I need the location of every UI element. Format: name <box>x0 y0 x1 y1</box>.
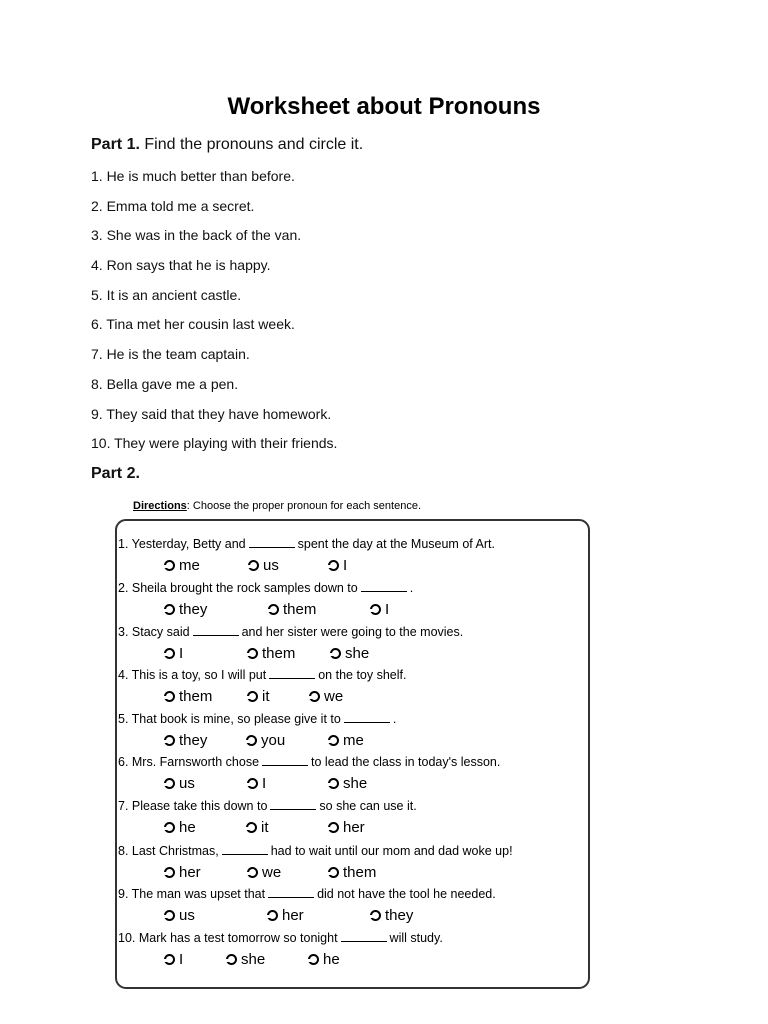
answer-option[interactable] <box>247 775 266 792</box>
answer-option[interactable] <box>370 907 413 924</box>
part1-label: Part 1. <box>91 136 140 153</box>
question-text: 5. That book is mine, so please give it to <box>118 712 341 726</box>
answer-blank <box>344 712 390 723</box>
radio-circle-icon <box>164 691 175 702</box>
answer-option[interactable] <box>328 557 347 574</box>
answer-option[interactable] <box>247 645 295 662</box>
list-item: 10. They were playing with their friends. <box>91 435 338 452</box>
question-text-end: on the toy shelf. <box>318 668 407 682</box>
list-item: 8. Bella gave me a pen. <box>91 375 239 392</box>
question-6 <box>118 755 500 769</box>
answer-option[interactable] <box>328 732 364 749</box>
radio-circle-icon <box>247 867 258 878</box>
question-text-end: to lead the class in today's lesson. <box>311 755 501 769</box>
radio-circle-icon <box>164 735 175 746</box>
question-text-end: will study. <box>389 931 443 945</box>
question-2 <box>118 581 413 595</box>
question-text: 2. Sheila brought the rock samples down to <box>118 581 358 595</box>
radio-circle-icon <box>164 778 175 789</box>
list-item: 5. It is an ancient castle. <box>91 286 242 303</box>
question-text-end: did not have the tool he needed. <box>317 887 496 901</box>
radio-circle-icon <box>164 604 175 615</box>
option-label: me <box>343 732 364 749</box>
option-label: she <box>343 775 368 792</box>
option-label: her <box>282 907 304 924</box>
question-text: 3. Stacy said <box>118 625 190 639</box>
part1-sentence-list <box>91 166 337 463</box>
radio-circle-icon <box>328 867 339 878</box>
answer-option[interactable] <box>164 864 201 881</box>
option-label: she <box>241 951 266 968</box>
option-label: me <box>179 557 200 574</box>
question-text-end: had to wait until our mom and dad woke up! <box>270 844 513 858</box>
radio-circle-icon <box>330 648 341 659</box>
answer-option[interactable] <box>226 951 265 968</box>
directions-text: : Choose the proper pronoun for each sentence. <box>186 500 422 512</box>
answer-option[interactable] <box>308 951 340 968</box>
option-label: I <box>343 557 348 574</box>
directions-label: Directions <box>133 500 187 512</box>
option-label: us <box>263 557 279 574</box>
radio-circle-icon <box>226 954 237 965</box>
radio-circle-icon <box>309 691 320 702</box>
option-label: them <box>179 688 213 705</box>
question-text-end: . <box>392 712 397 726</box>
option-label: they <box>179 601 208 618</box>
part2-heading: Part 2. <box>91 465 140 482</box>
question-text: 1. Yesterday, Betty and <box>118 537 246 551</box>
answer-blank <box>341 931 387 942</box>
directions <box>133 500 421 512</box>
radio-circle-icon <box>247 778 258 789</box>
worksheet-title: Worksheet about Pronouns <box>227 93 541 120</box>
question-10 <box>118 931 443 945</box>
option-label: they <box>179 732 208 749</box>
list-item: 2. Emma told me a secret. <box>91 197 255 214</box>
radio-circle-icon <box>268 604 279 615</box>
option-label: them <box>262 645 296 662</box>
radio-circle-icon <box>247 648 258 659</box>
option-label: we <box>324 688 344 705</box>
part1-heading <box>91 136 363 154</box>
radio-circle-icon <box>308 954 319 965</box>
answer-option[interactable] <box>328 864 376 881</box>
option-label: I <box>179 951 184 968</box>
option-label: her <box>343 819 365 836</box>
radio-circle-icon <box>164 648 175 659</box>
question-text: 4. This is a toy, so I will put <box>118 668 267 682</box>
answer-blank <box>268 887 314 898</box>
answer-option[interactable] <box>164 732 207 749</box>
answer-blank <box>222 844 268 855</box>
question-7 <box>118 799 417 813</box>
option-label: us <box>179 907 195 924</box>
question-text: 10. Mark has a test tomorrow so tonight <box>118 931 338 945</box>
radio-circle-icon <box>267 910 278 921</box>
option-label: it <box>262 688 270 705</box>
option-label: I <box>385 601 390 618</box>
radio-circle-icon <box>164 910 175 921</box>
answer-option[interactable] <box>164 907 195 924</box>
answer-blank <box>361 581 407 592</box>
answer-option[interactable] <box>248 557 279 574</box>
answer-option[interactable] <box>309 688 343 705</box>
radio-circle-icon <box>164 822 175 833</box>
list-item: 6. Tina met her cousin last week. <box>91 316 295 333</box>
radio-circle-icon <box>248 560 259 571</box>
radio-circle-icon <box>370 604 381 615</box>
answer-option[interactable] <box>267 907 304 924</box>
answer-blank <box>270 799 316 810</box>
answer-option[interactable] <box>268 601 316 618</box>
part1-instruction: Find the pronouns and circle it. <box>144 136 364 153</box>
option-label: we <box>262 864 282 881</box>
answer-option[interactable] <box>164 601 207 618</box>
answer-blank <box>269 668 315 679</box>
option-label: them <box>283 601 317 618</box>
answer-blank <box>193 625 239 636</box>
radio-circle-icon <box>328 778 339 789</box>
answer-option[interactable] <box>164 819 196 836</box>
question-text: 6. Mrs. Farnsworth chose <box>118 755 260 769</box>
question-4 <box>118 668 406 682</box>
radio-circle-icon <box>328 560 339 571</box>
answer-option[interactable] <box>246 819 269 836</box>
option-label: her <box>179 864 201 881</box>
answer-option[interactable] <box>247 864 281 881</box>
question-text: 8. Last Christmas, <box>118 844 219 858</box>
answer-option[interactable] <box>370 601 389 618</box>
option-label: us <box>179 775 195 792</box>
answer-option[interactable] <box>328 819 365 836</box>
question-3 <box>118 625 463 639</box>
question-text-end: . <box>409 581 414 595</box>
answer-option[interactable] <box>164 688 212 705</box>
question-text: 7. Please take this down to <box>118 799 268 813</box>
answer-blank <box>249 537 295 548</box>
option-label: he <box>323 951 340 968</box>
question-5 <box>118 712 396 726</box>
list-item: 4. Ron says that he is happy. <box>91 257 271 274</box>
answer-option[interactable] <box>164 951 183 968</box>
radio-circle-icon <box>247 691 258 702</box>
radio-circle-icon <box>370 910 381 921</box>
option-label: I <box>179 645 184 662</box>
answer-option[interactable] <box>164 645 183 662</box>
question-text-end: and her sister were going to the movies. <box>241 625 464 639</box>
answer-option[interactable] <box>246 732 285 749</box>
answer-option[interactable] <box>247 688 270 705</box>
option-label: she <box>345 645 370 662</box>
list-item: 1. He is much better than before. <box>91 168 295 184</box>
option-label: he <box>179 819 196 836</box>
answer-option[interactable] <box>164 775 195 792</box>
answer-option[interactable] <box>328 775 367 792</box>
option-label: I <box>262 775 267 792</box>
option-label: them <box>343 864 377 881</box>
question-8 <box>118 844 513 858</box>
radio-circle-icon <box>328 735 339 746</box>
option-label: it <box>261 819 269 836</box>
question-9 <box>118 887 496 901</box>
list-item: 9. They said that they have homework. <box>91 405 332 422</box>
answer-option[interactable] <box>164 557 200 574</box>
radio-circle-icon <box>164 560 175 571</box>
option-label: they <box>385 907 414 924</box>
radio-circle-icon <box>164 954 175 965</box>
list-item: 7. He is the team captain. <box>91 346 250 363</box>
question-1 <box>118 537 495 551</box>
answer-blank <box>262 755 308 766</box>
option-label: you <box>261 732 286 749</box>
list-item: 3. She was in the back of the van. <box>91 227 302 244</box>
radio-circle-icon <box>246 822 257 833</box>
radio-circle-icon <box>246 735 257 746</box>
answer-option[interactable] <box>330 645 369 662</box>
radio-circle-icon <box>164 867 175 878</box>
radio-circle-icon <box>328 822 339 833</box>
question-text: 9. The man was upset that <box>118 887 266 901</box>
question-text-end: so she can use it. <box>319 799 417 813</box>
question-text-end: spent the day at the Museum of Art. <box>297 537 495 551</box>
